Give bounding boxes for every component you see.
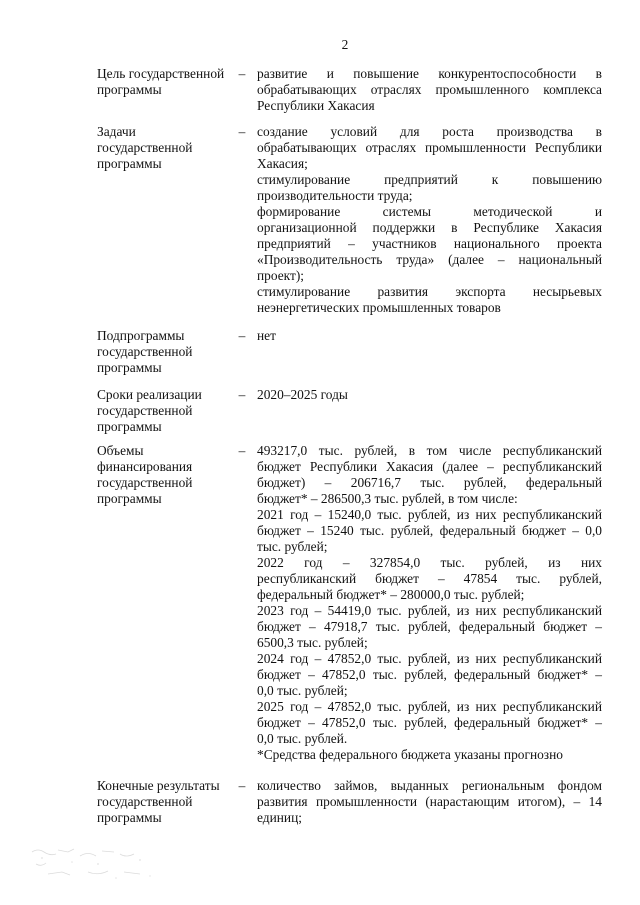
value-line: Хакасия; xyxy=(257,156,308,171)
value-line: 2020–2025 годы xyxy=(257,387,348,402)
value-line: 2024 год – 47852,0 тыс. рублей, из них республиканский xyxy=(257,651,602,666)
row-label-line: Сроки реализации xyxy=(97,387,202,402)
row-value xyxy=(257,66,602,114)
value-line: республиканский бюджет – 47854 тыс. рублей, xyxy=(257,571,602,586)
value-line: 2022 год – 327854,0 тыс. рублей, из них xyxy=(257,555,602,570)
value-line: 493217,0 тыс. рублей, в том числе республиканский xyxy=(257,443,602,458)
row-label-line: Задачи xyxy=(97,124,136,139)
value-line: стимулирование предприятий к повышению xyxy=(257,172,602,187)
row-label-line: финансирования xyxy=(97,459,193,474)
value-line: бюджет Республики Хакасия (далее – республиканский xyxy=(257,459,602,474)
value-line: развитие и повышение конкурентоспособности в xyxy=(257,66,602,81)
value-line: бюджет – 47852,0 тыс. рублей, федеральный бюджет* – xyxy=(257,667,602,682)
value-line: 0,0 тыс. рублей; xyxy=(257,683,348,698)
value-line: бюджет – 47918,7 тыс. рублей, федеральный бюджет – xyxy=(257,619,602,634)
row-value xyxy=(257,328,602,344)
value-line: 2023 год – 54419,0 тыс. рублей, из них республиканский xyxy=(257,603,602,618)
dash-separator: – xyxy=(238,443,246,458)
value-line: создание условий для роста производства в xyxy=(257,124,602,139)
row-value xyxy=(257,778,602,826)
value-paragraph xyxy=(257,507,602,555)
row-label-line: программы xyxy=(97,156,162,171)
row-label xyxy=(97,443,235,507)
value-paragraph xyxy=(257,651,602,699)
value-line: производительности труда; xyxy=(257,188,413,203)
row-label-line: государственной xyxy=(97,140,193,155)
row-label-line: Объемы xyxy=(97,443,144,458)
dash-separator: – xyxy=(238,387,246,402)
row-label xyxy=(97,387,235,435)
value-line: 2025 год – 47852,0 тыс. рублей, из них республиканский xyxy=(257,699,602,714)
value-line: проект); xyxy=(257,268,305,283)
value-paragraph xyxy=(257,778,602,826)
value-line: единиц; xyxy=(257,810,302,825)
value-paragraph xyxy=(257,603,602,651)
value-line: формирование системы методической и xyxy=(257,204,602,219)
value-line: 0,0 тыс. рублей. xyxy=(257,731,348,746)
faint-scan-marks xyxy=(28,842,158,886)
row-label-line: Конечные результаты xyxy=(97,778,220,793)
row-label-line: Цель государственной xyxy=(97,66,225,81)
dash-separator: – xyxy=(238,124,246,139)
row-label-line: государственной xyxy=(97,475,193,490)
row-label-line: программы xyxy=(97,360,162,375)
value-line: бюджет – 47852,0 тыс. рублей, федеральный бюджет* – xyxy=(257,715,602,730)
value-paragraph xyxy=(257,66,602,114)
value-paragraph xyxy=(257,747,602,763)
value-line: *Средства федерального бюджета указаны прогнозно xyxy=(257,747,563,762)
value-line: бюджет) – 206716,7 тыс. рублей, федеральный xyxy=(257,475,602,490)
row-label-line: государственной xyxy=(97,344,193,359)
value-line: предприятий – участников национального проекта xyxy=(257,236,602,251)
row-label-line: программы xyxy=(97,419,162,434)
value-line: неэнергетических промышленных товаров xyxy=(257,300,501,315)
value-paragraph xyxy=(257,124,602,172)
row-label xyxy=(97,124,235,172)
value-line: 2021 год – 15240,0 тыс. рублей, из них республиканский xyxy=(257,507,602,522)
row-label-line: программы xyxy=(97,491,162,506)
value-line: 6500,3 тыс. рублей; xyxy=(257,635,368,650)
row-label xyxy=(97,328,235,376)
value-paragraph xyxy=(257,555,602,603)
row-value xyxy=(257,124,602,316)
value-paragraph xyxy=(257,284,602,316)
page-number: 2 xyxy=(341,37,349,52)
value-line: организационной поддержки в Республике Хакасия xyxy=(257,220,602,235)
dash-separator: – xyxy=(238,778,246,793)
value-line: «Производительность труда» (далее – национальный xyxy=(257,252,602,267)
row-label xyxy=(97,778,235,826)
row-label-line: государственной xyxy=(97,794,193,809)
value-line: тыс. рублей; xyxy=(257,539,328,554)
value-paragraph xyxy=(257,172,602,204)
value-line: бюджет – 15240 тыс. рублей, федеральный бюджет – 0,0 xyxy=(257,523,602,538)
value-line: развития промышленности (нарастающим итогом), – 14 xyxy=(257,794,602,809)
value-line: обрабатывающих отраслях промышленного комплекса xyxy=(257,82,602,97)
value-paragraph xyxy=(257,443,602,507)
value-paragraph xyxy=(257,699,602,747)
value-line: количество займов, выданных региональным фондом xyxy=(257,778,602,793)
dash-separator: – xyxy=(238,328,246,343)
value-paragraph xyxy=(257,387,602,403)
value-line: федеральный бюджет* – 280000,0 тыс. рублей; xyxy=(257,587,525,602)
row-label-line: программы xyxy=(97,82,162,97)
row-label xyxy=(97,66,235,98)
dash-separator: – xyxy=(238,66,246,81)
value-line: Республики Хакасия xyxy=(257,98,375,113)
row-label-line: программы xyxy=(97,810,162,825)
row-label-line: Подпрограммы xyxy=(97,328,185,343)
value-line: бюджет* – 286500,3 тыс. рублей, в том числе: xyxy=(257,491,518,506)
value-paragraph xyxy=(257,328,602,344)
value-line: стимулирование развития экспорта несырьевых xyxy=(257,284,602,299)
value-line: нет xyxy=(257,328,276,343)
row-value xyxy=(257,443,602,763)
row-label-line: государственной xyxy=(97,403,193,418)
row-value xyxy=(257,387,602,403)
value-line: обрабатывающих отраслях промышленности Республики xyxy=(257,140,602,155)
value-paragraph xyxy=(257,204,602,284)
